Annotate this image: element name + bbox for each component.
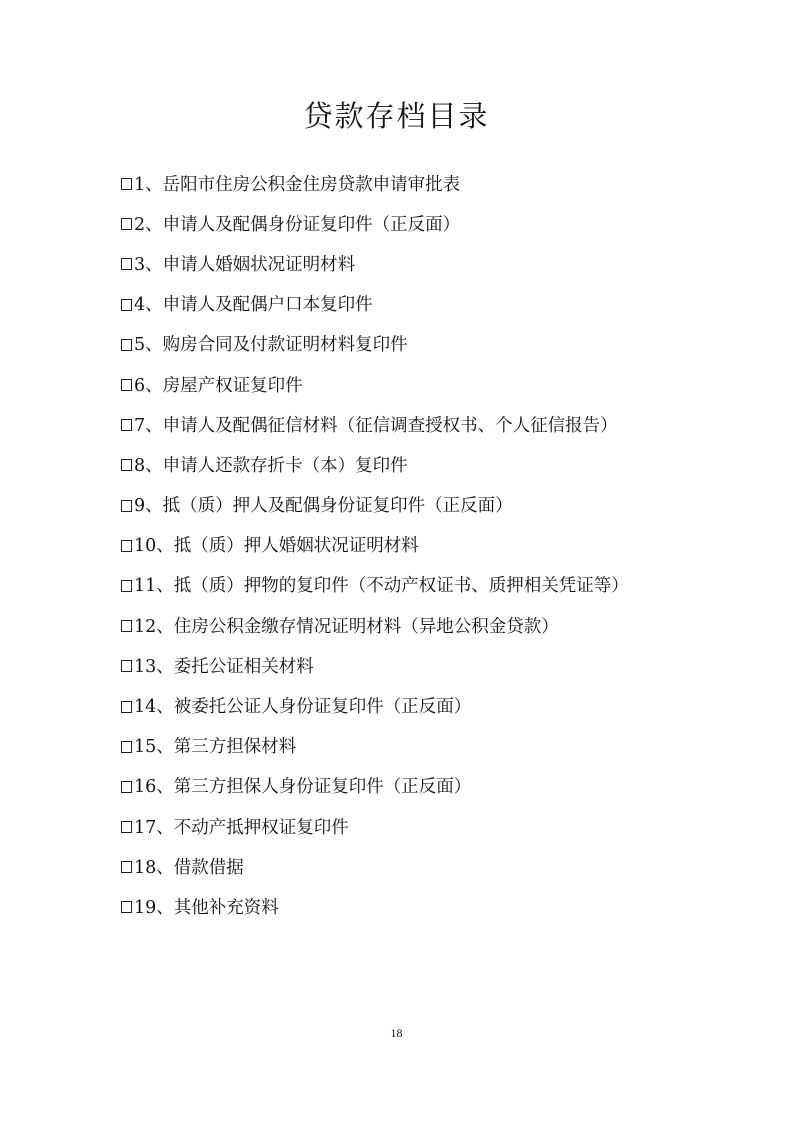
checkbox-icon [121, 540, 132, 552]
checkbox-icon [121, 620, 132, 632]
checklist-item-label: 8、申请人还款存折卡（本）复印件 [134, 455, 408, 476]
checkbox-icon [121, 258, 132, 270]
checkbox-icon [121, 459, 132, 471]
checkbox-icon [121, 701, 132, 713]
archive-checklist [121, 163, 761, 927]
checkbox-icon [121, 299, 132, 311]
checklist-item [121, 525, 761, 565]
checklist-item [121, 645, 761, 685]
checklist-item-label: 10、抵（质）押人婚姻状况证明材料 [134, 536, 419, 557]
checkbox-icon [121, 580, 132, 592]
page-number: 18 [390, 1026, 403, 1040]
checkbox-icon [121, 821, 132, 833]
checklist-item [121, 685, 761, 725]
checkbox-icon [121, 379, 132, 391]
checkbox-icon [121, 178, 132, 190]
checklist-item [121, 605, 761, 645]
checklist-item-label: 18、借款借据 [134, 857, 244, 878]
checkbox-icon [121, 861, 132, 873]
document-title: 贷款存档目录 [303, 99, 490, 133]
checklist-item-label: 19、其他补充资料 [134, 897, 279, 918]
checkbox-icon [121, 781, 132, 793]
checklist-item [121, 886, 761, 926]
checklist-item [121, 565, 761, 605]
checkbox-icon [121, 218, 132, 230]
checklist-item-label: 13、委托公证相关材料 [134, 656, 314, 677]
checkbox-icon [121, 419, 132, 431]
checklist-item-label: 4、申请人及配偶户口本复印件 [134, 295, 373, 316]
checklist-item-label: 16、第三方担保人身份证复印件（正反面） [134, 777, 472, 798]
checklist-item [121, 766, 761, 806]
checklist-item-label: 3、申请人婚姻状况证明材料 [134, 254, 356, 275]
checkbox-icon [121, 741, 132, 753]
checkbox-icon [121, 339, 132, 351]
checklist-item [121, 726, 761, 766]
checkbox-icon [121, 500, 132, 512]
checklist-item [121, 485, 761, 525]
checklist-item [121, 806, 761, 846]
checklist-item-label: 6、房屋产权证复印件 [134, 375, 303, 396]
checklist-item-label: 1、岳阳市住房公积金住房贷款申请审批表 [134, 174, 461, 195]
checklist-item-label: 12、住房公积金缴存情况证明材料（异地公积金贷款） [134, 616, 559, 637]
checklist-item [121, 203, 761, 243]
checklist-item [121, 163, 761, 203]
checklist-item [121, 243, 761, 283]
checklist-item-label: 11、抵（质）押物的复印件（不动产权证书、质押相关凭证等） [134, 576, 629, 597]
checkbox-icon [121, 660, 132, 672]
checklist-item-label: 15、第三方担保材料 [134, 737, 297, 758]
checklist-item [121, 444, 761, 484]
checkbox-icon [121, 901, 132, 913]
checklist-item-label: 9、抵（质）押人及配偶身份证复印件（正反面） [134, 496, 513, 517]
checklist-item-label: 5、购房合同及付款证明材料复印件 [134, 335, 408, 356]
checklist-item-label: 2、申请人及配偶身份证复印件（正反面） [134, 214, 461, 235]
checklist-item-label: 7、申请人及配偶征信材料（征信调查授权书、个人征信报告） [134, 415, 618, 436]
checklist-item [121, 404, 761, 444]
checklist-item-label: 17、不动产抵押权证复印件 [134, 817, 349, 838]
checklist-item [121, 364, 761, 404]
checklist-item [121, 284, 761, 324]
checklist-item [121, 846, 761, 886]
checklist-item-label: 14、被委托公证人身份证复印件（正反面） [134, 697, 472, 718]
checklist-item [121, 324, 761, 364]
